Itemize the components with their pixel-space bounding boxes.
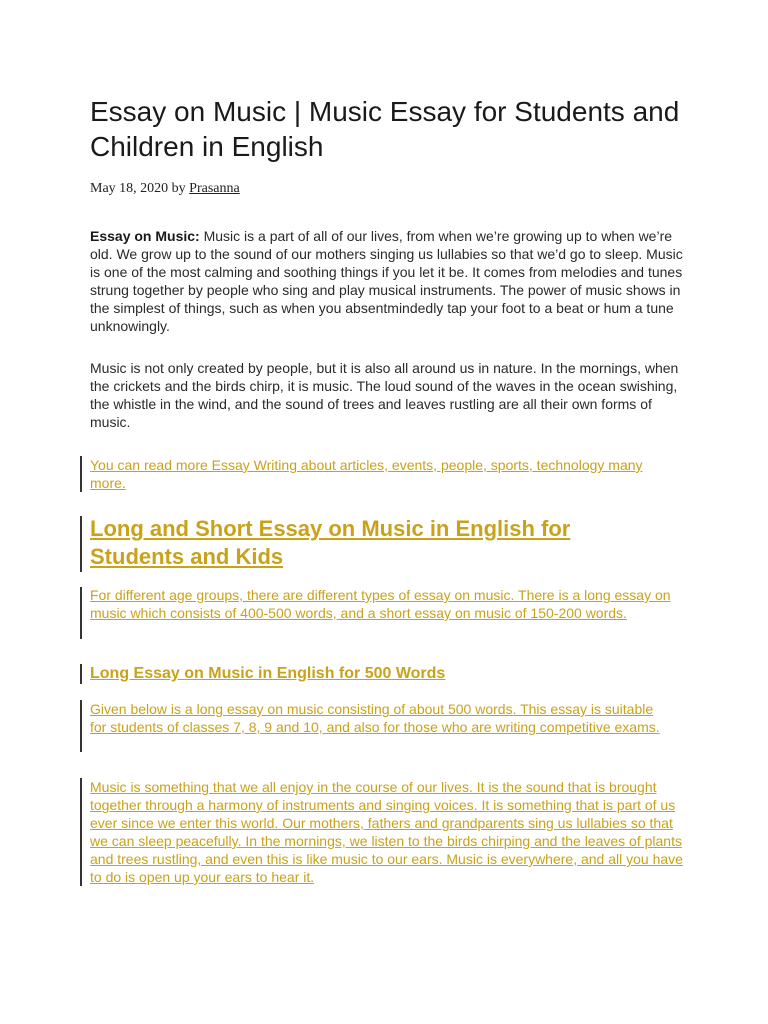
quote-bar — [80, 700, 82, 752]
by-label: by — [171, 181, 186, 196]
quote-bar — [80, 664, 82, 684]
long-intro-link[interactable]: Given below is a long essay on music consisting of about 500 words. This essay is suitable for students of classes 7, 8, 9 and 10, and also for those who are writing competitive exams. — [90, 701, 660, 735]
nature-paragraph: Music is not only created by people, but it is also all around us in nature. In the mornings, when the crickets and the birds chirp, it is music. The loud sound of the waves in the ocean swishing, the whistle in the wind, and the sound of trees and leaves rustling are all their own forms of music. — [90, 360, 679, 430]
quote-bar — [80, 587, 82, 639]
section-heading-link[interactable]: Long and Short Essay on Music in English for Students and Kids — [90, 516, 571, 569]
author-link[interactable]: Prasanna — [189, 181, 240, 196]
post-meta — [90, 181, 240, 197]
intro-label: Essay on Music: — [90, 228, 200, 244]
quote-bar — [80, 778, 82, 886]
quote-bar — [80, 456, 82, 492]
quote-bar — [80, 516, 82, 572]
subheading-link[interactable]: Long Essay on Music in English for 500 Words — [90, 665, 446, 682]
section-intro-link[interactable]: For different age groups, there are different types of essay on music. There is a long essay on music which consists of 400-500 words, and a short essay on music of 150-200 words. — [90, 587, 671, 621]
post-date: May 18, 2020 — [90, 181, 169, 196]
page-title: Essay on Music | Music Essay for Students and Children in English — [90, 96, 680, 162]
read-more-link[interactable]: You can read more Essay Writing about articles, events, people, sports, technology many more. — [90, 457, 643, 491]
intro-paragraph — [90, 227, 685, 335]
intro-text: Music is a part of all of our lives, from when we’re growing up to when we’re old. We grow up to the sound of our mothers singing us lullabies so that we’d go to sleep. Music is one of the most calming and soothing things if you let it be. It comes from melodies and tunes strung together by people who sing and play musical instruments. The power of music shows in the simplest of things, such as when you absentmindedly tap your foot to a beat or hum a tune unknowingly. — [90, 228, 683, 334]
long-paragraph-link[interactable]: Music is something that we all enjoy in the course of our lives. It is the sound that is brought together through a harmony of instruments and singing voices. It is something that is part of us ever since we enter this world. Our mothers, fathers and grandparents sing us lullabies so that we can sleep peacefully. In the mornings, we listen to the birds chirping and the leaves of plants and trees rustling, and even this is like music to our ears. Music is everywhere, and all you have to do is open up your ears to hear it. — [90, 779, 683, 885]
